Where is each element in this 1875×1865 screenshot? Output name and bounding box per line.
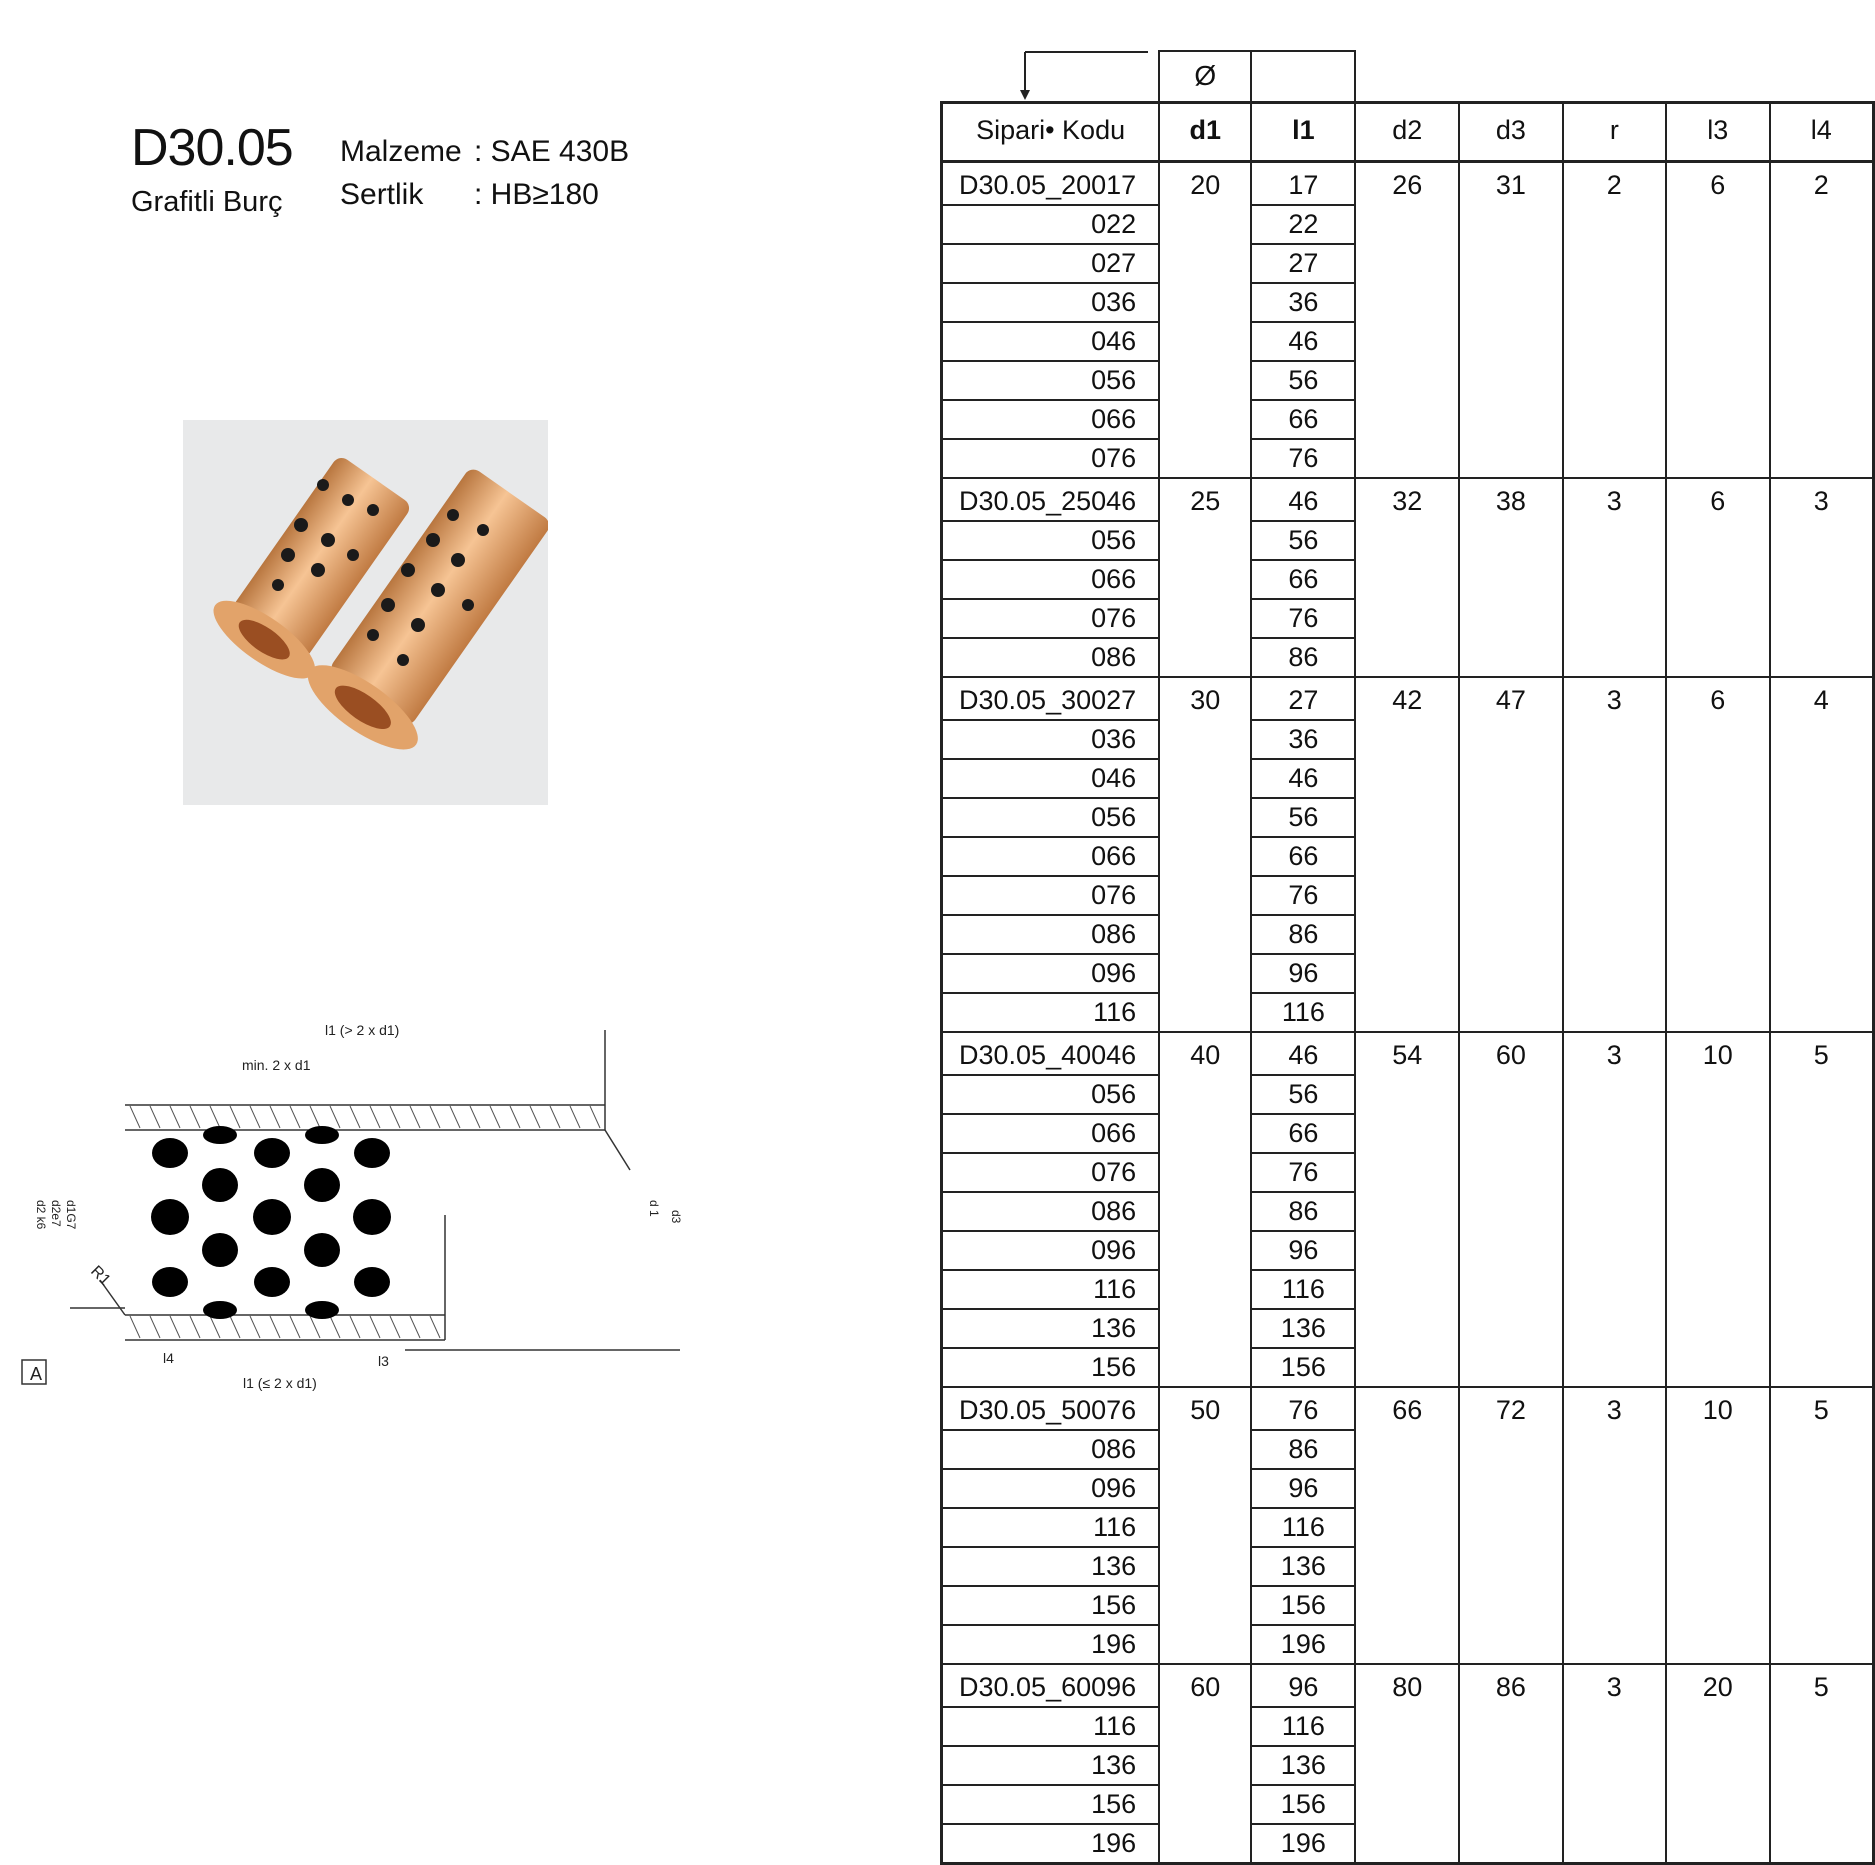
cell-r: 3 [1563, 1032, 1666, 1387]
cell-order-code: D30.05_30027 [942, 677, 1160, 720]
cell-order-code: 046 [942, 322, 1160, 361]
cell-order-code: 136 [942, 1547, 1160, 1586]
label-d2k: d2 k6 [34, 1200, 48, 1230]
table-row [942, 1032, 1874, 1075]
cell-order-code: 196 [942, 1824, 1160, 1864]
cell-l1: 86 [1251, 1430, 1355, 1469]
cell-l4: 2 [1770, 162, 1874, 479]
cell-order-code: 066 [942, 400, 1160, 439]
cell-l1: 116 [1251, 1508, 1355, 1547]
cell-l3: 6 [1666, 677, 1770, 1032]
header-r: r [1563, 103, 1666, 162]
cell-order-code: 056 [942, 798, 1160, 837]
cell-l1: 76 [1251, 876, 1355, 915]
label-d1b: d 1 [647, 1200, 661, 1217]
cell-l1: 96 [1251, 1469, 1355, 1508]
label-datum-a: A [30, 1364, 43, 1384]
cell-l1: 156 [1251, 1348, 1355, 1387]
cell-order-code: 116 [942, 993, 1160, 1032]
cell-l1: 22 [1251, 205, 1355, 244]
label-d2e: d2e7 [49, 1200, 63, 1227]
cell-order-code: 136 [942, 1309, 1160, 1348]
cell-order-code: D30.05_20017 [942, 162, 1160, 206]
cell-r: 3 [1563, 1664, 1666, 1864]
label-l4: l4 [163, 1350, 174, 1366]
cell-order-code: D30.05_25046 [942, 478, 1160, 521]
cell-l1: 96 [1251, 954, 1355, 993]
cell-r: 3 [1563, 677, 1666, 1032]
cell-l1: 86 [1251, 638, 1355, 677]
cell-order-code: 076 [942, 439, 1160, 478]
table-row [942, 1387, 1874, 1430]
table-body [942, 162, 1874, 1864]
spec-value-hardness: : HB≥180 [474, 178, 599, 211]
cell-r: 3 [1563, 1387, 1666, 1664]
cell-order-code: 156 [942, 1785, 1160, 1824]
cell-l1: 156 [1251, 1785, 1355, 1824]
label-d3: d3 [669, 1210, 683, 1224]
cell-d3: 72 [1459, 1387, 1563, 1664]
cell-l1: 66 [1251, 1114, 1355, 1153]
cell-l1: 56 [1251, 798, 1355, 837]
product-code: D30.05 [131, 119, 293, 177]
cell-d3: 31 [1459, 162, 1563, 479]
label-min: min. 2 x d1 [242, 1057, 311, 1073]
cell-order-code: 076 [942, 876, 1160, 915]
cell-l4: 5 [1770, 1032, 1874, 1387]
cell-l1: 196 [1251, 1824, 1355, 1864]
cell-l1: 36 [1251, 283, 1355, 322]
cell-order-code: 076 [942, 1153, 1160, 1192]
cell-l1: 86 [1251, 1192, 1355, 1231]
cell-l1: 196 [1251, 1625, 1355, 1664]
product-photo [183, 420, 548, 805]
cell-l1: 76 [1251, 439, 1355, 478]
label-l3: l3 [378, 1353, 389, 1369]
product-name: Grafitli Burç [131, 186, 283, 218]
cell-d2: 54 [1355, 1032, 1459, 1387]
diameter-symbol: Ø [1159, 51, 1251, 103]
cell-order-code: 046 [942, 759, 1160, 798]
cell-order-code: 116 [942, 1508, 1160, 1547]
cell-l1: 76 [1251, 1387, 1355, 1430]
cell-l1: 116 [1251, 1270, 1355, 1309]
cell-order-code: 076 [942, 599, 1160, 638]
cell-l3: 10 [1666, 1387, 1770, 1664]
bushing-section-drawing [0, 1010, 700, 1410]
cell-l1: 136 [1251, 1746, 1355, 1785]
cell-d1: 50 [1159, 1387, 1251, 1664]
cell-l1: 17 [1251, 162, 1355, 206]
header-l4: l4 [1770, 103, 1874, 162]
cell-l1: 96 [1251, 1231, 1355, 1270]
cell-l1: 156 [1251, 1586, 1355, 1625]
cell-d3: 86 [1459, 1664, 1563, 1864]
cell-l1: 76 [1251, 599, 1355, 638]
cell-l3: 6 [1666, 478, 1770, 677]
cell-d1: 30 [1159, 677, 1251, 1032]
cell-l1: 27 [1251, 244, 1355, 283]
cell-r: 3 [1563, 478, 1666, 677]
cell-l1: 56 [1251, 521, 1355, 560]
cell-l1: 96 [1251, 1664, 1355, 1707]
header-d1: d1 [1159, 103, 1251, 162]
cell-order-code: 066 [942, 1114, 1160, 1153]
cell-order-code: 056 [942, 361, 1160, 400]
cell-l3: 10 [1666, 1032, 1770, 1387]
cell-order-code: 056 [942, 1075, 1160, 1114]
cell-order-code: 156 [942, 1348, 1160, 1387]
cell-l1: 56 [1251, 361, 1355, 400]
cell-order-code: 036 [942, 720, 1160, 759]
cell-order-code: D30.05_40046 [942, 1032, 1160, 1075]
table-row [942, 677, 1874, 720]
cell-l1: 46 [1251, 478, 1355, 521]
cell-order-code: 086 [942, 915, 1160, 954]
cell-l1: 36 [1251, 720, 1355, 759]
header-d3: d3 [1459, 103, 1563, 162]
cell-order-code: 066 [942, 837, 1160, 876]
cell-d3: 60 [1459, 1032, 1563, 1387]
cell-l1: 56 [1251, 1075, 1355, 1114]
label-l1-le: l1 (≤ 2 x d1) [243, 1375, 317, 1391]
cell-order-code: 086 [942, 1430, 1160, 1469]
cell-order-code: 116 [942, 1707, 1160, 1746]
cell-l1: 136 [1251, 1309, 1355, 1348]
cell-l1: 86 [1251, 915, 1355, 954]
cell-d1: 25 [1159, 478, 1251, 677]
cell-l1: 136 [1251, 1547, 1355, 1586]
cell-d2: 66 [1355, 1387, 1459, 1664]
cell-d1: 60 [1159, 1664, 1251, 1864]
cell-l1: 46 [1251, 759, 1355, 798]
cell-order-code: 086 [942, 638, 1160, 677]
cell-l3: 6 [1666, 162, 1770, 479]
cell-order-code: 096 [942, 954, 1160, 993]
header-l1: l1 [1251, 103, 1355, 162]
cell-order-code: 086 [942, 1192, 1160, 1231]
cell-order-code: 036 [942, 283, 1160, 322]
size-table [940, 50, 1875, 1865]
cell-l1: 66 [1251, 837, 1355, 876]
cell-l4: 5 [1770, 1387, 1874, 1664]
cell-d2: 26 [1355, 162, 1459, 479]
cell-order-code: 096 [942, 1469, 1160, 1508]
header-l3: l3 [1666, 103, 1770, 162]
cell-order-code: 136 [942, 1746, 1160, 1785]
cell-d2: 42 [1355, 677, 1459, 1032]
cell-order-code: 027 [942, 244, 1160, 283]
label-l1-gt: l1 (> 2 x d1) [325, 1022, 400, 1038]
arrow-down-icon [1020, 50, 1160, 110]
cell-l1: 46 [1251, 1032, 1355, 1075]
table-row [942, 1664, 1874, 1707]
cell-l4: 4 [1770, 677, 1874, 1032]
header-order-code: Sipari• Kodu [942, 103, 1160, 162]
cell-order-code: 196 [942, 1625, 1160, 1664]
cell-d1: 20 [1159, 162, 1251, 479]
spec-value-material: : SAE 430B [474, 135, 630, 168]
cell-l3: 20 [1666, 1664, 1770, 1864]
cell-d3: 38 [1459, 478, 1563, 677]
cell-order-code: 156 [942, 1586, 1160, 1625]
cell-l1: 116 [1251, 993, 1355, 1032]
cell-l1: 66 [1251, 560, 1355, 599]
cell-order-code: 022 [942, 205, 1160, 244]
cell-d3: 47 [1459, 677, 1563, 1032]
spec-label-material: Malzeme [340, 135, 462, 168]
cell-order-code: 096 [942, 1231, 1160, 1270]
label-d1: d1G7 [64, 1200, 78, 1230]
label-r1: R1 [87, 1262, 114, 1290]
cell-order-code: D30.05_60096 [942, 1664, 1160, 1707]
table-row [942, 478, 1874, 521]
technical-drawing [0, 1010, 700, 1410]
cell-d1: 40 [1159, 1032, 1251, 1387]
cell-l1: 76 [1251, 1153, 1355, 1192]
cell-l1: 46 [1251, 322, 1355, 361]
spec-label-hardness: Sertlik [340, 178, 424, 211]
cell-l4: 3 [1770, 478, 1874, 677]
table-header-row [942, 103, 1874, 162]
cell-order-code: 056 [942, 521, 1160, 560]
cell-order-code: D30.05_50076 [942, 1387, 1160, 1430]
cell-l4: 5 [1770, 1664, 1874, 1864]
cell-order-code: 116 [942, 1270, 1160, 1309]
cell-order-code: 066 [942, 560, 1160, 599]
cell-l1: 27 [1251, 677, 1355, 720]
graphite-bushing-illustration [183, 420, 548, 805]
cell-l1: 66 [1251, 400, 1355, 439]
cell-r: 2 [1563, 162, 1666, 479]
cell-d2: 80 [1355, 1664, 1459, 1864]
table-row [942, 162, 1874, 206]
header-d2: d2 [1355, 103, 1459, 162]
cell-l1: 116 [1251, 1707, 1355, 1746]
cell-d2: 32 [1355, 478, 1459, 677]
